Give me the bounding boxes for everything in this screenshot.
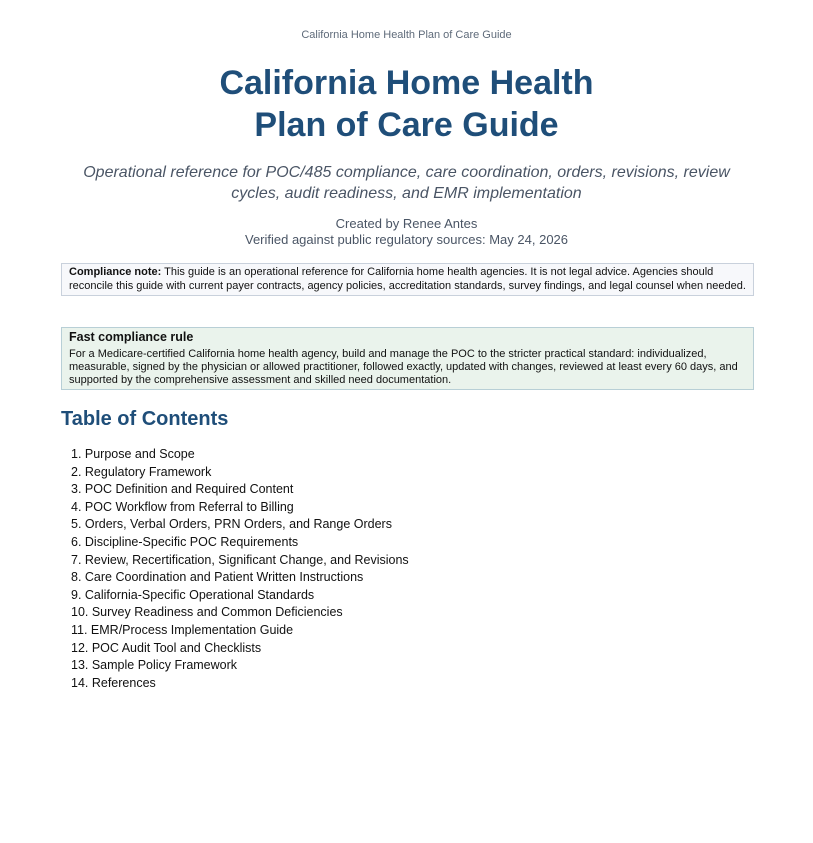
compliance-note-text: This guide is an operational reference for California home health agencies. It is not legal advice. Agencies should reconcile this guide with current payer contracts, agency policies, accreditation standards, survey findings, and legal counsel when needed. <box>69 266 746 292</box>
toc-item[interactable]: 12. POC Audit Tool and Checklists <box>71 640 262 655</box>
toc-item[interactable]: 13. Sample Policy Framework <box>71 658 238 673</box>
toc-item[interactable]: 8. Care Coordination and Patient Written Instructions <box>71 570 364 585</box>
toc-item[interactable]: 7. Review, Recertification, Significant Change, and Revisions <box>71 552 409 567</box>
fast-compliance-rule-box <box>61 327 754 390</box>
document-title <box>0 62 813 146</box>
compliance-note-label: Compliance note: <box>69 266 162 278</box>
author-line: Created by Renee Antes <box>335 216 478 231</box>
document-subtitle: Operational reference for POC/485 compliance, care coordination, orders, revisions, review cycles, audit readiness, and EMR implementation <box>83 164 730 202</box>
toc-heading: Table of Contents <box>61 408 229 430</box>
toc-item[interactable]: 6. Discipline-Specific POC Requirements <box>71 534 299 549</box>
toc-item[interactable]: 5. Orders, Verbal Orders, PRN Orders, and Range Orders <box>71 517 392 532</box>
toc-item[interactable]: 9. California-Specific Operational Standards <box>71 587 315 602</box>
document-meta <box>0 216 813 248</box>
running-header: California Home Health Plan of Care Guide <box>301 29 512 41</box>
compliance-note-box <box>61 263 754 296</box>
toc-item[interactable]: 2. Regulatory Framework <box>71 464 212 479</box>
toc-item[interactable]: 3. POC Definition and Required Content <box>71 482 294 497</box>
toc-item[interactable]: 14. References <box>71 675 156 690</box>
fast-rule-text: For a Medicare-certified California home health agency, build and manage the POC to the stricter practical standard: individualized, measurable, signed by the physician or allowed practitioner, followed exactly, updated with changes, reviewed at least every 60 days, and supported by the comprehensive assessment and skilled need documentation. <box>69 348 738 386</box>
toc-list <box>71 446 409 692</box>
verified-line: Verified against public regulatory sources: May 24, 2026 <box>244 232 569 247</box>
toc-item[interactable]: 4. POC Workflow from Referral to Billing <box>71 499 294 514</box>
toc-item[interactable]: 11. EMR/Process Implementation Guide <box>71 622 294 637</box>
title-line-2: Plan of Care Guide <box>254 106 559 144</box>
fast-rule-title: Fast compliance rule <box>69 330 194 344</box>
title-line-1: California Home Health <box>219 64 594 102</box>
toc-item[interactable]: 10. Survey Readiness and Common Deficiencies <box>71 605 343 620</box>
toc-item[interactable]: 1. Purpose and Scope <box>71 447 195 461</box>
